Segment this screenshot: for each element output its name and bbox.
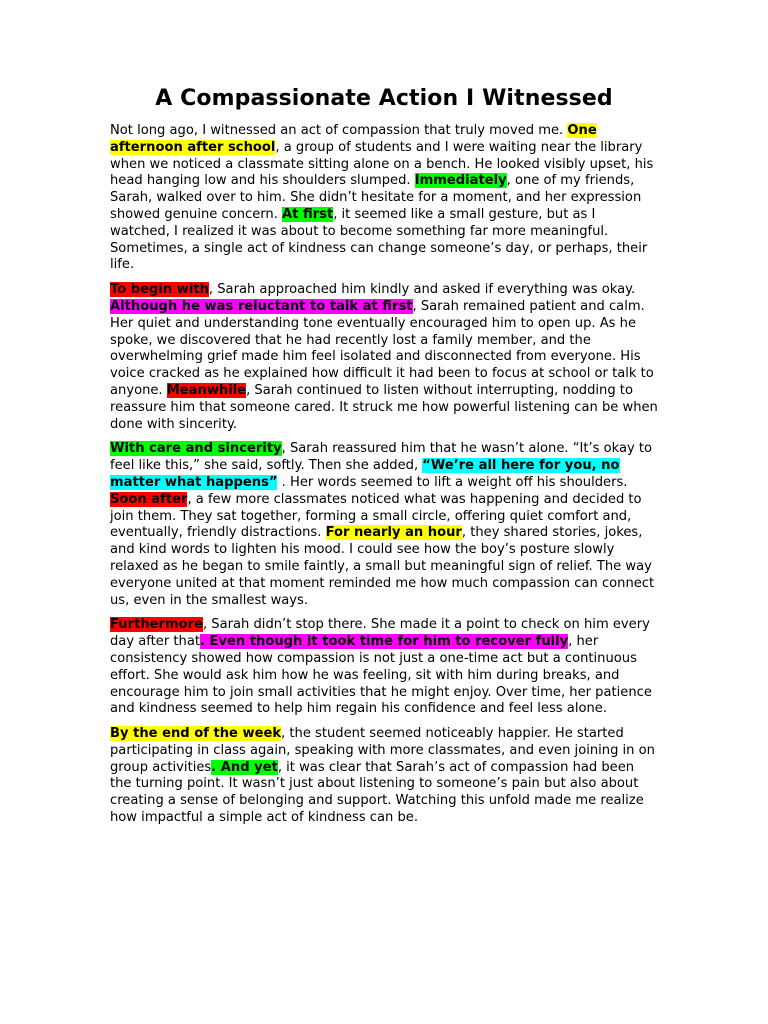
body-text: , Sarah didn’t stop there. She made it a point to check on him every day after that (110, 617, 650, 650)
body-text: , they shared stories, jokes, and kind words to lighten his mood. I could see how the boy’s posture slowly relaxed as he began to smile faintly, a small but meaningful sign of relief. The way everyone united at that moment reminded me how much compassion can connect us, even in the smallest ways. (110, 525, 655, 608)
highlighted-phrase-green: At first (282, 206, 334, 222)
highlighted-phrase-cyan: “We’re all here for you, no matter what happens” (110, 458, 620, 490)
highlighted-phrase-yellow: One afternoon after school (110, 123, 597, 155)
body-text: , Sarah remained patient and calm. Her quiet and understanding tone eventually encouraged him to open up. As he spoke, we discovered that he had recently lost a family member, and the overwhelming grief made him feel isolated and disconnected from everyone. His voice cracked as he explained how difficult it had been to focus at school or talk to anyone. (110, 298, 654, 398)
document-title: A Compassionate Action I Witnessed (155, 86, 613, 111)
body-text: , a group of students and I were waiting near the library when we noticed a classmate sitting alone on a bench. He looked visibly upset, his head hanging low and his shoulders slumped. (110, 139, 654, 189)
highlighted-phrase-red: Soon after (110, 491, 188, 507)
body-text: Not long ago, I witnessed an act of compassion that truly moved me. (110, 123, 568, 138)
highlighted-phrase-green: With care and sincerity (110, 441, 282, 457)
body-text: , one of my friends, Sarah, walked over to him. She didn’t hesitate for a moment, and her expression showed genuine concern. (110, 173, 642, 222)
highlighted-phrase-yellow: By the end of the week (110, 726, 282, 742)
paragraph (110, 441, 658, 609)
highlighted-phrase-red: Meanwhile (166, 382, 247, 398)
body-text: , it was clear that Sarah’s act of compassion had been the turning point. It wasn’t just about listening to someone’s pain but also about creating a sense of belonging and support. Watching this unfold made me realize how impactful a simple act of kindness can be. (110, 759, 644, 826)
highlighted-phrase-magenta: Although he was reluctant to talk at first (110, 298, 413, 314)
highlighted-phrase-yellow: For nearly an hour (325, 525, 462, 541)
paragraph (110, 282, 658, 433)
body-text: , the student seemed noticeably happier. He started participating in class again, speaking with more classmates, and even joining in on group activities (110, 726, 655, 775)
body-text: . Her words seemed to lift a weight off his shoulders. (277, 474, 628, 490)
body-text: , a few more classmates noticed what was happening and decided to join them. They sat together, forming a small circle, offering quiet comfort and, eventually, friendly distractions. (110, 491, 642, 541)
paragraph (110, 726, 658, 827)
body-text: , Sarah reassured him that he wasn’t alone. “It’s okay to feel like this,” she said, softly. Then she added, (110, 441, 653, 474)
highlighted-phrase-red: To begin with (110, 282, 209, 298)
paragraph (110, 123, 658, 274)
paragraph (110, 617, 658, 718)
body-text: , it seemed like a small gesture, but as I watched, I realized it was about to become something far more meaningful. Sometimes, a single act of kindness can change someone’s day, or perhaps, their life. (110, 206, 648, 273)
body-text: , her consistency showed how compassion is not just a one-time act but a continuous effort. She would ask him how he was feeling, sit with him during breaks, and encourage him to join small activities that he might enjoy. Over time, her patience and kindness seemed to help him regain his confidence and feel less alone. (110, 634, 652, 717)
highlighted-phrase-green: Immediately (414, 173, 507, 189)
highlighted-phrase-green: . And yet (211, 759, 278, 775)
body-text: , Sarah continued to listen without interrupting, nodding to reassure him that someone cared. It struck me how powerful listening can be when done with sincerity. (110, 382, 658, 432)
highlighted-phrase-red: Furthermore (110, 617, 203, 633)
highlighted-phrase-magenta: . Even though it took time for him to recover fully (199, 634, 569, 650)
body-text: , Sarah approached him kindly and asked if everything was okay. (208, 282, 636, 298)
essay-body (110, 123, 658, 827)
